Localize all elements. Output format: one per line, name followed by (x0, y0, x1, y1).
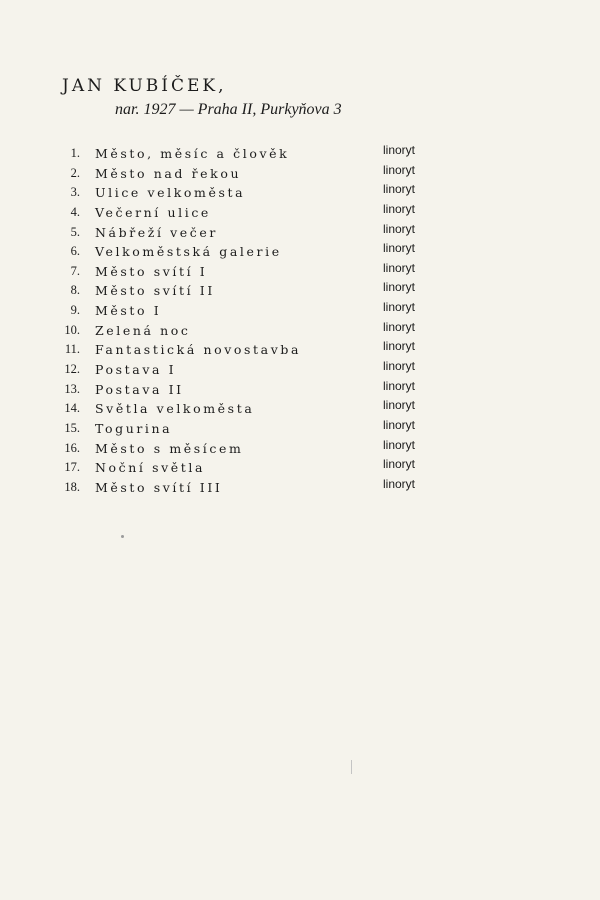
item-number: 9. (70, 303, 80, 318)
paper-speck (351, 760, 352, 774)
item-number: 4. (70, 204, 80, 219)
item-technique: linoryt (383, 417, 416, 432)
item-number: 17. (64, 460, 80, 475)
item-number: 14. (64, 401, 80, 416)
item-number: 15. (64, 420, 80, 435)
list-item (50, 457, 470, 477)
item-technique: linoryt (383, 162, 416, 177)
item-technique: linoryt (383, 359, 416, 374)
list-item (50, 379, 470, 399)
item-title: Město svítí II (95, 283, 215, 299)
item-title: Zelená noc (95, 322, 191, 338)
item-title: Město svítí III (95, 479, 223, 495)
item-title: Postava II (95, 381, 184, 397)
list-item (50, 241, 470, 261)
item-title: Noční světla (95, 460, 206, 476)
item-title: Velkoměstská galerie (95, 244, 282, 260)
item-technique: linoryt (383, 201, 416, 216)
item-title: Město I (95, 303, 162, 319)
item-title: Večerní ulice (95, 204, 211, 220)
item-technique: linoryt (383, 437, 416, 452)
item-title: Město, měsíc a člověk (95, 146, 290, 161)
item-number: 18. (64, 479, 80, 494)
item-number: 12. (64, 362, 80, 377)
item-title: Město s měsícem (95, 440, 244, 456)
list-item (50, 163, 470, 183)
list-item (50, 202, 470, 222)
item-title: Město svítí I (95, 263, 208, 279)
list-item (50, 320, 470, 340)
item-technique: linoryt (383, 260, 416, 275)
list-item (50, 280, 470, 300)
item-number: 6. (70, 244, 80, 259)
list-item (50, 477, 470, 497)
item-number: 10. (64, 322, 80, 337)
item-title: Nábřeží večer (95, 224, 218, 240)
paper-speck (121, 535, 124, 538)
list-item (50, 418, 470, 438)
item-number: 8. (70, 283, 80, 298)
item-number: 2. (70, 165, 80, 180)
works-list (50, 143, 470, 497)
item-number: 5. (70, 224, 80, 239)
item-number: 3. (70, 185, 80, 200)
list-item (50, 398, 470, 418)
item-technique: linoryt (383, 221, 416, 236)
item-technique: linoryt (383, 143, 416, 157)
item-title: Fantastická novostavba (95, 342, 302, 358)
item-technique: linoryt (383, 319, 416, 334)
list-item (50, 339, 470, 359)
item-technique: linoryt (383, 457, 416, 472)
list-item (50, 261, 470, 281)
item-number: 13. (64, 381, 80, 396)
item-technique: linoryt (383, 378, 416, 393)
list-item (50, 359, 470, 379)
item-technique: linoryt (383, 300, 416, 315)
item-technique: linoryt (383, 241, 416, 256)
item-number: 7. (70, 263, 80, 278)
item-title: Ulice velkoměsta (95, 185, 246, 201)
author-info: nar. 1927 — Praha II, Purkyňova 3 (115, 101, 342, 118)
list-item (50, 300, 470, 320)
list-item (50, 222, 470, 242)
item-title: Postava I (95, 362, 177, 378)
item-number: 1. (70, 146, 80, 160)
item-title: Světla velkoměsta (95, 401, 255, 417)
item-technique: linoryt (383, 280, 416, 295)
item-technique: linoryt (383, 339, 416, 354)
item-technique: linoryt (383, 398, 416, 413)
list-item (50, 438, 470, 458)
item-technique: linoryt (383, 476, 416, 491)
item-technique: linoryt (383, 182, 416, 197)
list-item (50, 182, 470, 202)
author-name: JAN KUBÍČEK, (62, 76, 227, 96)
item-title: Togurina (95, 420, 173, 436)
item-title: Město nad řekou (95, 165, 242, 181)
item-number: 11. (64, 342, 80, 357)
item-number: 16. (64, 440, 80, 455)
list-item (50, 143, 470, 163)
